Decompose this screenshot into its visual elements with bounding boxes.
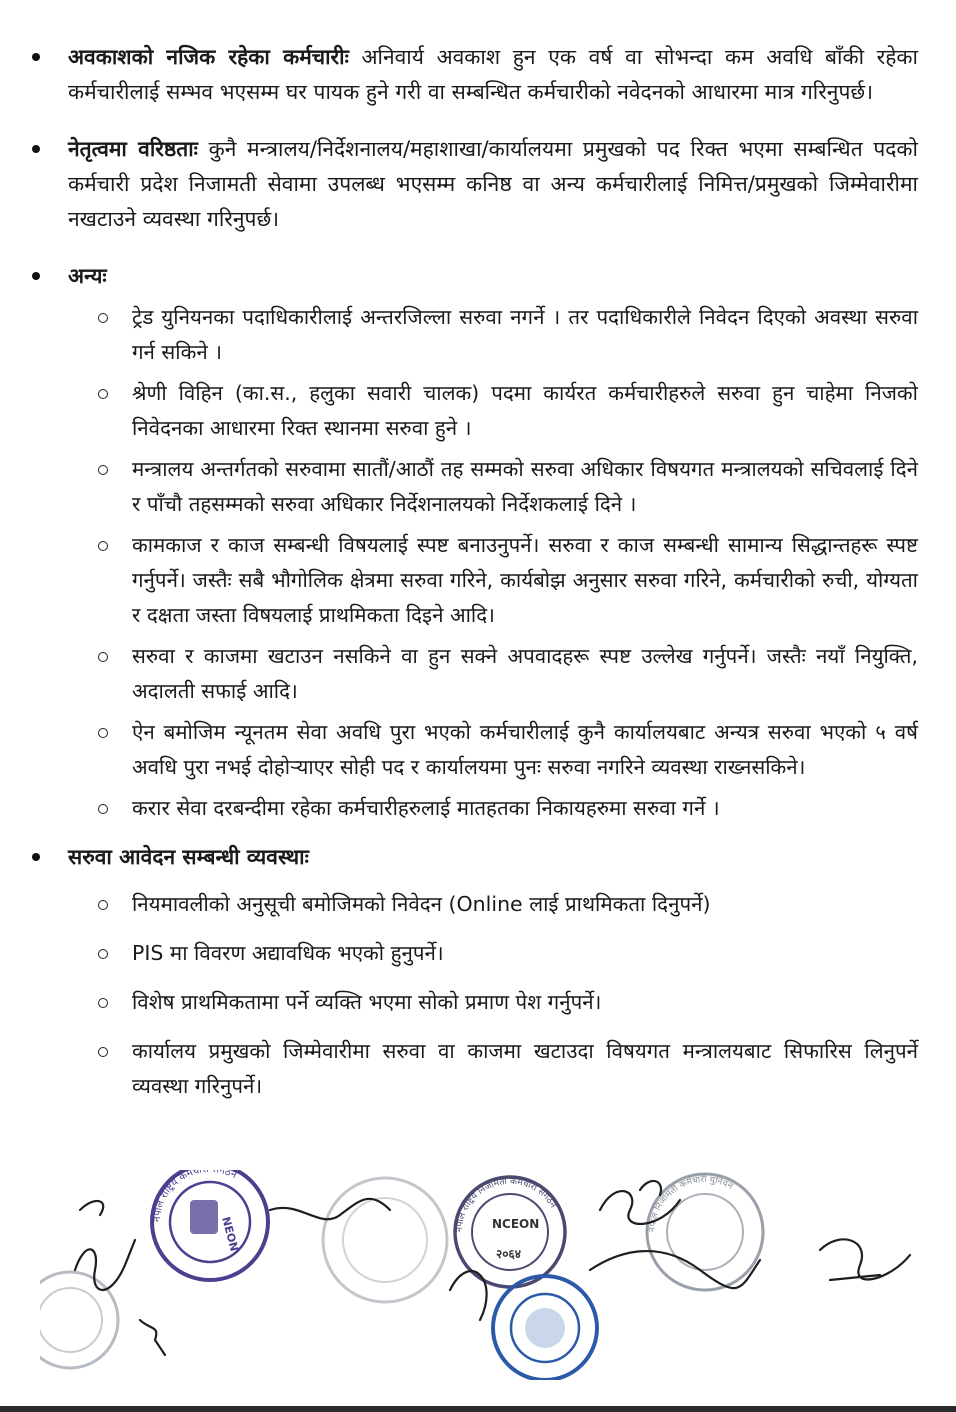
circle-bullet-icon xyxy=(98,998,108,1008)
neon-stamp-label: NEON xyxy=(219,1215,241,1253)
circle-bullet-icon xyxy=(98,1047,108,1057)
list-item-text: ऐन बमोजिम न्यूनतम सेवा अवधि पुरा भएको कर्मचारीलाई कुनै कार्यालयबाट अन्यत्र सरुवा भएको ५ वर्ष अवधि पुरा नभई दोहोऱ्याएर सोही पद र कार्यालयमा पुनः सरुवा नगरिने व्यवस्था राख्नसकिने। xyxy=(132,720,918,779)
bullet-dot-icon xyxy=(32,272,40,280)
list-item xyxy=(28,985,918,1020)
bullet-others xyxy=(28,259,918,294)
stamps-svg xyxy=(40,1170,920,1380)
list-item xyxy=(28,936,918,971)
list-item-text: कामकाज र काज सम्बन्धी विषयलाई स्पष्ट बनाउनुपर्ने। सरुवा र काज सम्बन्धी सामान्य सिद्धान्तहरू स्पष्ट गर्नुपर्ने। जस्तैः सबै भौगोलिक क्षेत्रमा सरुवा गरिने, कार्यबोझ अनुसार सरुवा गरिने, कर्मचारीको रुची, योग्यता र दक्षता जस्ता विषयलाई प्राथमिकता दिइने आदि। xyxy=(132,533,918,627)
list-item-text: विशेष प्राथमिकतामा पर्ने व्यक्ति भएमा सोको प्रमाण पेश गर्नुपर्ने। xyxy=(132,990,602,1014)
list-item-text: करार सेवा दरबन्दीमा रहेका कर्मचारीहरुलाई मातहतका निकायहरुमा सरुवा गर्ने । xyxy=(132,796,720,820)
bullet-application-heading: सरुवा आवेदन सम्बन्धी व्यवस्थाः xyxy=(68,845,309,869)
grey-stamp-left-icon xyxy=(40,1272,118,1368)
blue-stamp-icon xyxy=(493,1276,597,1380)
list-item xyxy=(28,715,918,785)
list-item xyxy=(28,791,918,826)
nceon-stamp-label: NCEON xyxy=(492,1217,540,1231)
list-item xyxy=(28,452,918,522)
list-item-text: कार्यालय प्रमुखको जिम्मेवारीमा सरुवा वा काजमा खटाउदा विषयगत मन्त्रालयबाट सिफारिस लिनुपर्ने व्यवस्था गरिनुपर्ने। xyxy=(132,1039,918,1098)
neon-stamp-arc-text: नेपाल राष्ट्रिय कर्मचा गठन xyxy=(151,1170,239,1223)
bullet-dot-icon xyxy=(32,853,40,861)
bullet-retirement xyxy=(28,40,918,110)
document-body xyxy=(28,40,918,1118)
bullet-dot-icon xyxy=(32,145,40,153)
circle-bullet-icon xyxy=(98,541,108,551)
list-item xyxy=(28,1034,918,1104)
bottom-border xyxy=(0,1406,956,1412)
list-item xyxy=(28,300,918,370)
bullet-application xyxy=(28,840,918,875)
bullet-leadership xyxy=(28,132,918,237)
bullet-dot-icon xyxy=(32,53,40,61)
circle-bullet-icon xyxy=(98,652,108,662)
list-item-text: मन्त्रालय अन्तर्गतको सरुवामा सातौं/आठौं तह सम्मको सरुवा अधिकार विषयगत मन्त्रालयको सचिवलाई दिने र पाँचौ तहसम्मको सरुवा अधिकार निर्देशनालयको निर्देशकलाई दिने । xyxy=(132,457,918,516)
list-item-text: श्रेणी विहिन (का.स., हलुका सवारी चालक) पदमा कार्यरत कर्मचारीहरुले सरुवा हुन चाहेमा निजको निवेदनका आधारमा रिक्त स्थानमा सरुवा हुने । xyxy=(132,381,918,440)
signatures-and-stamps xyxy=(40,1170,920,1380)
list-item-text: PIS मा विवरण अद्यावधिक भएको हुनुपर्ने। xyxy=(132,941,444,965)
bullet-application-text xyxy=(68,840,918,875)
neon-stamp-icon xyxy=(151,1170,268,1280)
union-stamp-arc-text: नेपाल निजामती कर्मचारी युनियन xyxy=(647,1174,735,1233)
circle-bullet-icon xyxy=(98,949,108,959)
others-sublist xyxy=(28,300,918,826)
svg-text:नेपाल निजामती कर्मचारी युनियन xyxy=(646,1173,735,1232)
list-item xyxy=(28,528,918,633)
bullet-leadership-text xyxy=(68,132,918,237)
bullet-retirement-heading: अवकाशको नजिक रहेका कर्मचारीः xyxy=(68,45,349,69)
list-item-text: ट्रेड युनियनका पदाधिकारीलाई अन्तरजिल्ला सरुवा नगर्ने । तर पदाधिकारीले निवेदन दिएको अवस्था सरुवा गर्न सकिने । xyxy=(132,305,918,364)
grey-stamp-middle-icon xyxy=(323,1178,447,1302)
bullet-others-heading: अन्यः xyxy=(68,264,107,288)
nceon-stamp-arc-text: नेपाल राष्ट्रिय निजामती कर्मचारी संगठन xyxy=(454,1176,558,1233)
bullet-retirement-body: अनिवार्य अवकाश हुन एक वर्ष वा सोभन्दा कम अवधि बाँकी रहेका कर्मचारीलाई सम्भव भएसम्म घर पायक हुने गरी वा सम्बन्धित कर्मचारीको नवेदनको आधारमा मात्र गरिनुपर्छ। xyxy=(68,45,918,104)
bullet-leadership-body: कुनै मन्त्रालय/निर्देशनालय/महाशाखा/कार्यालयमा प्रमुखको पद रिक्त भएमा सम्बन्धित पदको कर्मचारी प्रदेश निजामती सेवामा उपलब्ध भएसम्म कनिष्ठ वा अन्य कर्मचारीलाई निमित्त/प्रमुखको जिम्मेवारीमा नखटाउने व्यवस्था गरिनुपर्छ। xyxy=(68,137,918,231)
bullet-leadership-heading: नेतृत्वमा वरिष्ठताः xyxy=(68,137,198,161)
list-item xyxy=(28,887,918,922)
list-item-text: सरुवा र काजमा खटाउन नसकिने वा हुन सक्ने अपवादहरू स्पष्ट उल्लेख गर्नुपर्ने। जस्तैः नयाँ नियुक्ति, अदालती सफाई आदि। xyxy=(132,644,918,703)
application-sublist xyxy=(28,887,918,1104)
list-item xyxy=(28,376,918,446)
list-item xyxy=(28,639,918,709)
list-item-text: नियमावलीको अनुसूची बमोजिमको निवेदन (Online लाई प्राथमिकता दिनुपर्ने) xyxy=(132,892,711,916)
circle-bullet-icon xyxy=(98,313,108,323)
nceon-stamp-year: २०६४ xyxy=(496,1247,521,1261)
circle-bullet-icon xyxy=(98,900,108,910)
bullet-others-text xyxy=(68,259,918,294)
circle-bullet-icon xyxy=(98,804,108,814)
circle-bullet-icon xyxy=(98,465,108,475)
bullet-retirement-text xyxy=(68,40,918,110)
circle-bullet-icon xyxy=(98,728,108,738)
circle-bullet-icon xyxy=(98,389,108,399)
